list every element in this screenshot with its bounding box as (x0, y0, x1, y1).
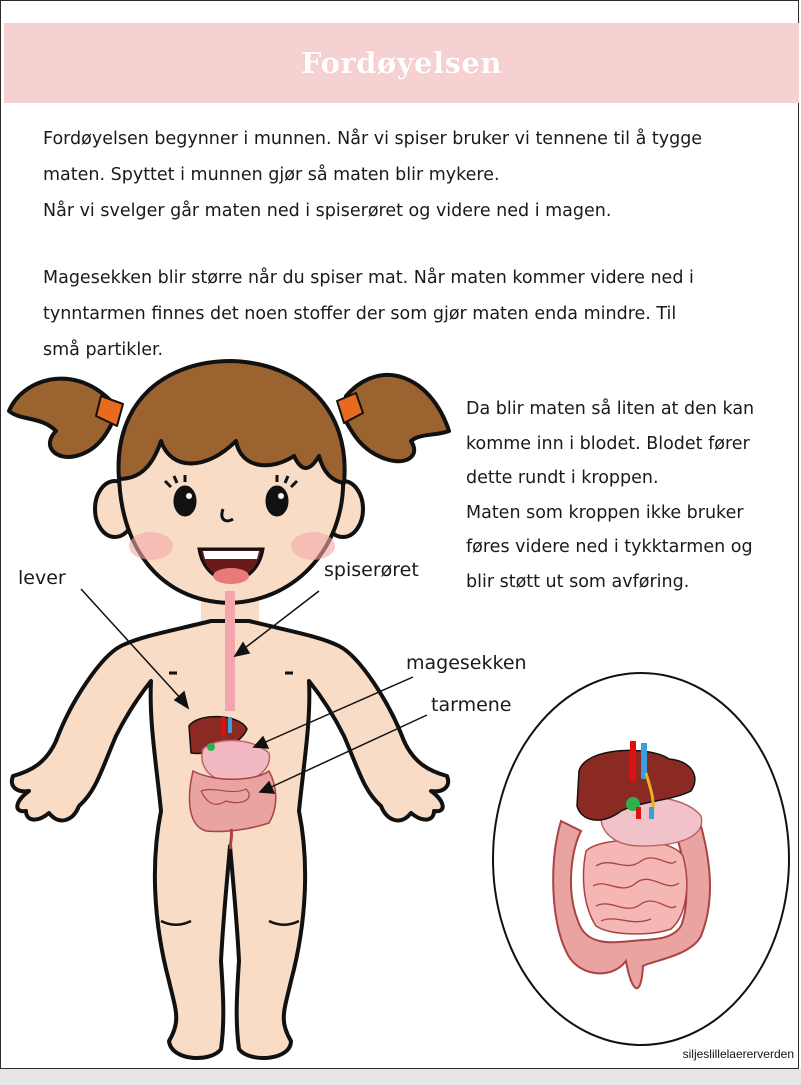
label-magesekken: magesekken (406, 652, 527, 674)
text-line: Da blir maten så liten at den kan (466, 399, 755, 419)
text-line: Maten som kroppen ikke bruker (466, 502, 744, 523)
label-lever: lever (18, 567, 66, 589)
credit-text: siljeslillelaererverden (682, 1047, 794, 1061)
text-line: komme inn i blodet. Blodet fører (466, 433, 750, 454)
bottom-strip (0, 1069, 801, 1085)
text-line: Når vi svelger går maten ned i spiserøret og videre ned i magen. (43, 201, 612, 221)
text-line: blir støtt ut som avføring. (466, 571, 690, 592)
label-tarmene: tarmene (431, 694, 512, 716)
text-line: føres videre ned i tykktarmen og (466, 537, 753, 557)
label-spiseroret: spiserøret (324, 559, 419, 581)
text-line: maten. Spyttet i munnen gjør så maten blir mykere. (43, 165, 500, 185)
text-line: små partikler. (43, 340, 164, 360)
digestive-organs-illustration (1, 1, 801, 1070)
text-line: dette rundt i kroppen. (466, 468, 659, 488)
text-line: Magesekken blir større når du spiser mat. Når maten kommer videre ned i (43, 268, 694, 288)
text-line: Fordøyelsen begynner i munnen. Når vi spiser bruker vi tennene til å tygge (43, 129, 703, 149)
page-title: Fordøyelsen (301, 46, 502, 80)
text-line: tynntarmen finnes det noen stoffer der som gjør maten enda mindre. Til (43, 304, 677, 324)
